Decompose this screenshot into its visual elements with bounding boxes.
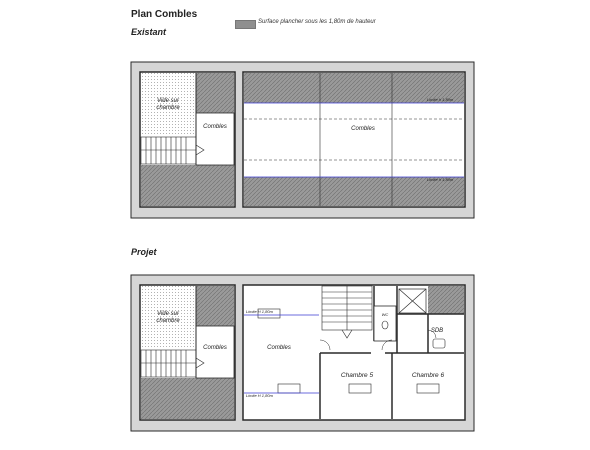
existing-low-area-left-top — [196, 73, 234, 113]
project-limit-label-top: Limite H 1,80m — [246, 309, 273, 314]
skylight-3 — [349, 384, 371, 393]
legend-text: Surface plancher sous les 1,80m de hauteur — [258, 19, 376, 25]
project-low-area-left-top — [196, 286, 234, 326]
skylight-2 — [278, 384, 300, 393]
existing-staircase — [141, 137, 204, 164]
project-combles-small-room — [196, 326, 234, 378]
project-void-area — [141, 286, 196, 348]
project-combles-small-label: Combles — [203, 345, 227, 351]
project-combles-large-label: Combles — [267, 345, 291, 351]
existing-combles-small-label: Combles — [203, 124, 227, 130]
existing-section-label: Existant — [131, 27, 167, 37]
project-limit-label-bottom: Limite H 1,80m — [246, 393, 273, 398]
skylight-4 — [417, 384, 439, 393]
project-plan — [131, 275, 474, 431]
project-section-label: Projet — [131, 247, 157, 257]
chambre5-label: Chambre 5 — [340, 372, 374, 379]
existing-void-label-2: chambre — [156, 105, 180, 111]
sdb-label: SDB — [430, 328, 444, 334]
existing-combles-small-room — [196, 113, 234, 165]
existing-combles-large-label: Combles — [351, 126, 375, 132]
existing-limit-label-top: Limite h 1,80m — [427, 97, 454, 102]
project-staircase-right — [322, 286, 372, 338]
project-low-area-left-bottom — [141, 378, 234, 419]
sdb-basin — [433, 339, 445, 348]
chambre6-label: Chambre 6 — [411, 372, 445, 379]
project-void-label-1: Vide sur — [157, 311, 179, 317]
shower-box — [399, 289, 426, 313]
existing-void-area — [141, 73, 196, 135]
project-void-label-2: chambre — [156, 318, 180, 324]
project-staircase-left — [141, 350, 204, 377]
plan-title: Plan Combles — [131, 9, 198, 20]
existing-void-label-1: Vide sur — [157, 98, 179, 104]
wc-label: WC — [381, 312, 389, 317]
existing-plan — [131, 62, 474, 218]
wc-toilet — [382, 321, 388, 329]
existing-low-area-left-bottom — [141, 165, 234, 206]
existing-limit-label-bottom: Limite h 1,80m — [427, 177, 454, 182]
project-low-area-corner — [428, 286, 464, 314]
